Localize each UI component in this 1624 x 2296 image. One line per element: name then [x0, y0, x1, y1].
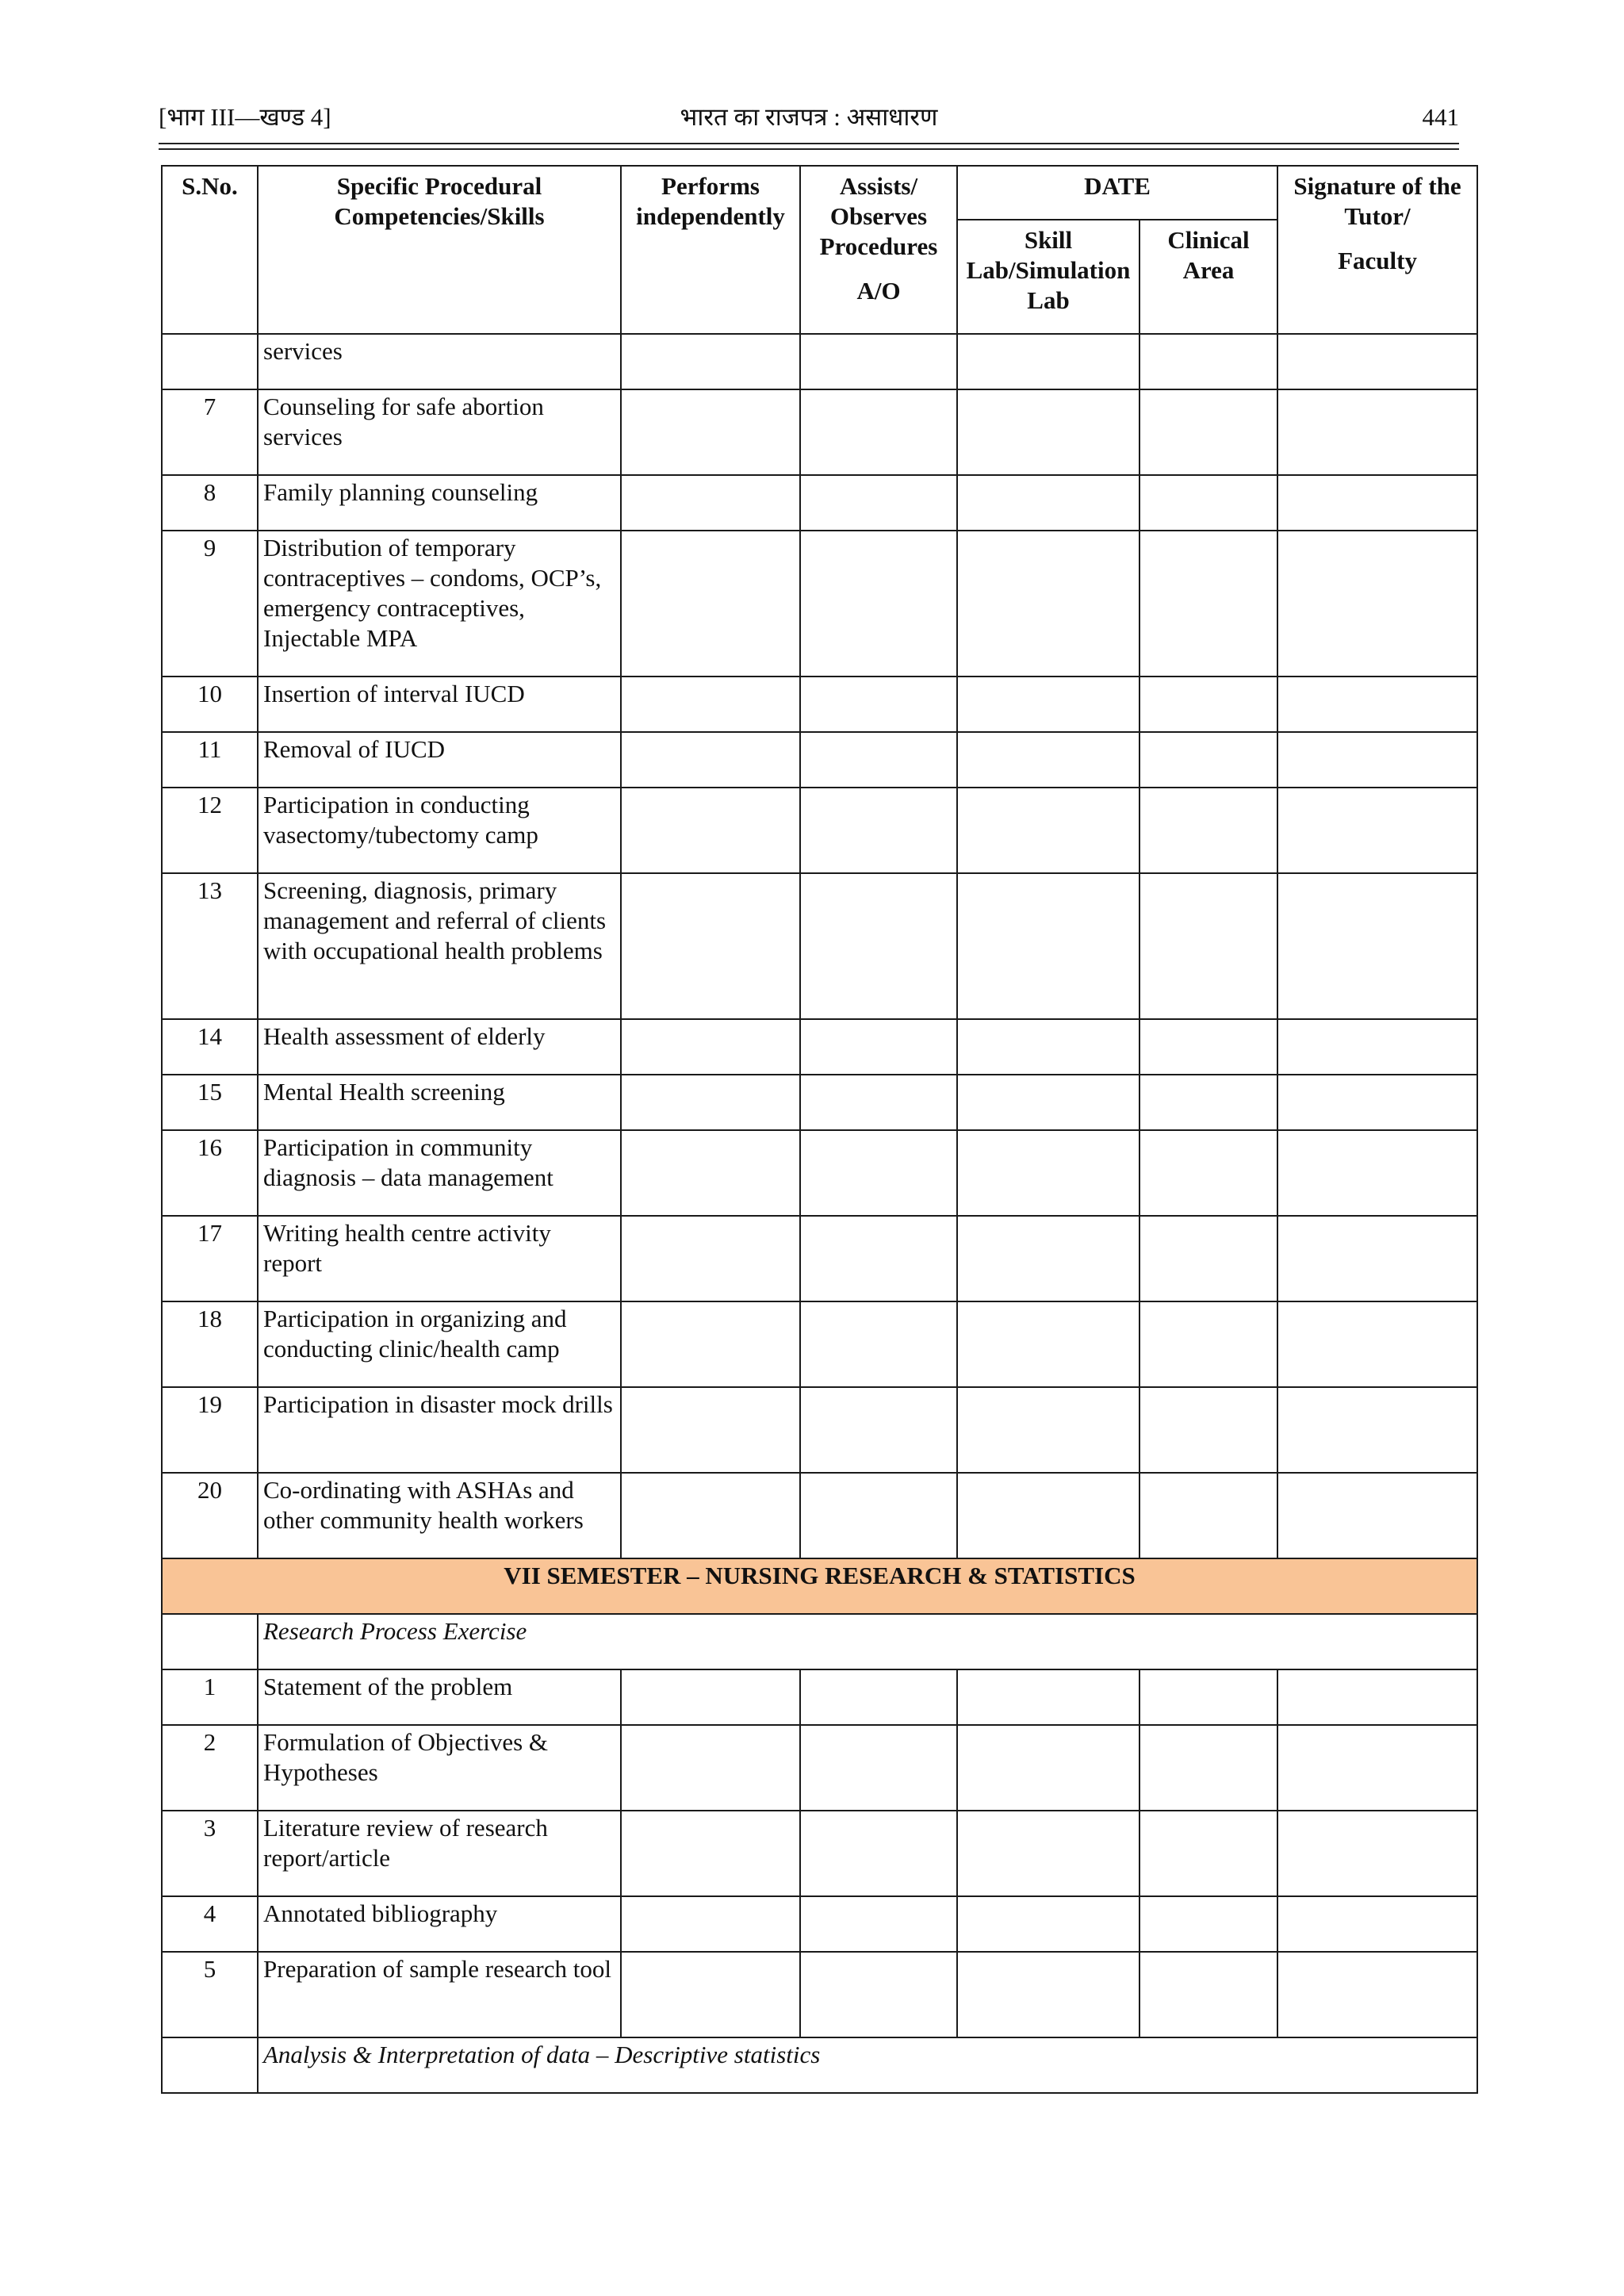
subsection-title: Research Process Exercise [258, 1614, 1477, 1669]
skill-lab-cell [957, 873, 1139, 1019]
table-row [162, 1896, 1477, 1952]
row-skill: Screening, diagnosis, primary management and referral of clients with occupational health problems [258, 873, 621, 1019]
signature-cell [1277, 873, 1477, 1019]
row-sno: 17 [162, 1216, 258, 1301]
clinical-area-cell [1139, 732, 1277, 788]
skill-lab-cell [957, 1130, 1139, 1216]
clinical-area-cell [1139, 1473, 1277, 1558]
row-sno: 13 [162, 873, 258, 1019]
skill-lab-cell [957, 475, 1139, 531]
header-signature: Signature of the Tutor/ Faculty [1277, 166, 1477, 334]
table-row [162, 1019, 1477, 1075]
skill-lab-cell [957, 732, 1139, 788]
performs-cell [621, 788, 800, 873]
table-row [162, 677, 1477, 732]
table-row [162, 1075, 1477, 1130]
signature-cell [1277, 531, 1477, 677]
performs-cell [621, 475, 800, 531]
skill-lab-cell [957, 1301, 1139, 1387]
assists-cell [800, 1301, 957, 1387]
clinical-area-cell [1139, 1387, 1277, 1473]
header-rule-top [159, 143, 1459, 144]
performs-cell [621, 1075, 800, 1130]
performs-cell [621, 677, 800, 732]
clinical-area-cell [1139, 531, 1277, 677]
signature-cell [1277, 677, 1477, 732]
part-section-label: [भाग III—खण्ड 4] [159, 103, 331, 131]
skill-lab-cell [957, 1811, 1139, 1896]
table-row [162, 1387, 1477, 1473]
performs-cell [621, 1669, 800, 1725]
signature-cell [1277, 1669, 1477, 1725]
skill-lab-cell [957, 334, 1139, 389]
subsection-row [162, 2037, 1477, 2093]
performs-cell [621, 1952, 800, 2037]
row-sno: 20 [162, 1473, 258, 1558]
signature-cell [1277, 1019, 1477, 1075]
assists-cell [800, 389, 957, 475]
performs-cell [621, 873, 800, 1019]
row-skill: Participation in organizing and conducting clinic/health camp [258, 1301, 621, 1387]
row-skill: Writing health centre activity report [258, 1216, 621, 1301]
signature-cell [1277, 1075, 1477, 1130]
row-sno: 3 [162, 1811, 258, 1896]
skill-lab-cell [957, 1725, 1139, 1811]
performs-cell [621, 1387, 800, 1473]
skill-lab-cell [957, 1216, 1139, 1301]
clinical-area-cell [1139, 1075, 1277, 1130]
table-row [162, 788, 1477, 873]
clinical-area-cell [1139, 389, 1277, 475]
skill-lab-cell [957, 1387, 1139, 1473]
row-sno: 14 [162, 1019, 258, 1075]
signature-cell [1277, 1952, 1477, 2037]
skill-lab-cell [957, 389, 1139, 475]
header-clinical-area: Clinical Area [1139, 220, 1277, 334]
subsection-row [162, 1614, 1477, 1669]
clinical-area-cell [1139, 788, 1277, 873]
performs-cell [621, 732, 800, 788]
table-row [162, 873, 1477, 1019]
row-sno: 16 [162, 1130, 258, 1216]
skill-lab-cell [957, 1019, 1139, 1075]
performs-cell [621, 531, 800, 677]
skill-lab-cell [957, 677, 1139, 732]
performs-cell [621, 1725, 800, 1811]
table-row [162, 732, 1477, 788]
header-skill-lab: Skill Lab/Simulation Lab [957, 220, 1139, 334]
header-date: DATE [957, 166, 1277, 220]
performs-cell [621, 389, 800, 475]
signature-cell [1277, 788, 1477, 873]
row-sno: 2 [162, 1725, 258, 1811]
row-sno: 12 [162, 788, 258, 873]
clinical-area-cell [1139, 1216, 1277, 1301]
subsection-title: Analysis & Interpretation of data – Descriptive statistics [258, 2037, 1477, 2093]
row-sno: 9 [162, 531, 258, 677]
performs-cell [621, 334, 800, 389]
page-number: 441 [1422, 103, 1459, 131]
signature-cell [1277, 1130, 1477, 1216]
row-sno: 5 [162, 1952, 258, 2037]
competency-table [161, 165, 1478, 2094]
semester-heading: VII SEMESTER – NURSING RESEARCH & STATISTICS [162, 1558, 1477, 1614]
row-sno: 11 [162, 732, 258, 788]
clinical-area-cell [1139, 1669, 1277, 1725]
assists-cell [800, 1952, 957, 2037]
assists-cell [800, 1896, 957, 1952]
signature-cell [1277, 1811, 1477, 1896]
skill-lab-cell [957, 1669, 1139, 1725]
assists-cell [800, 1216, 957, 1301]
header-sno: S.No. [162, 166, 258, 334]
assists-cell [800, 1669, 957, 1725]
assists-cell [800, 677, 957, 732]
assists-cell [800, 1811, 957, 1896]
running-head [159, 102, 1459, 141]
assists-cell [800, 475, 957, 531]
table-row [162, 389, 1477, 475]
assists-cell [800, 334, 957, 389]
row-skill: Preparation of sample research tool [258, 1952, 621, 2037]
clinical-area-cell [1139, 1130, 1277, 1216]
assists-cell [800, 732, 957, 788]
skill-lab-cell [957, 1952, 1139, 2037]
table-row [162, 1811, 1477, 1896]
row-skill: Formulation of Objectives & Hypotheses [258, 1725, 621, 1811]
row-skill: Participation in disaster mock drills [258, 1387, 621, 1473]
row-skill: Mental Health screening [258, 1075, 621, 1130]
assists-cell [800, 1075, 957, 1130]
clinical-area-cell [1139, 1952, 1277, 2037]
table-row [162, 531, 1477, 677]
skill-lab-cell [957, 788, 1139, 873]
assists-cell [800, 873, 957, 1019]
clinical-area-cell [1139, 1811, 1277, 1896]
row-skill: Insertion of interval IUCD [258, 677, 621, 732]
row-sno: 18 [162, 1301, 258, 1387]
assists-cell [800, 1473, 957, 1558]
row-skill: services [258, 334, 621, 389]
signature-cell [1277, 732, 1477, 788]
skill-lab-cell [957, 1896, 1139, 1952]
assists-cell [800, 1387, 957, 1473]
row-sno: 7 [162, 389, 258, 475]
assists-cell [800, 1725, 957, 1811]
header-skills: Specific Procedural Competencies/Skills [258, 166, 621, 334]
performs-cell [621, 1811, 800, 1896]
performs-cell [621, 1473, 800, 1558]
table-row [162, 1952, 1477, 2037]
row-sno: 8 [162, 475, 258, 531]
signature-cell [1277, 1387, 1477, 1473]
table-row [162, 334, 1477, 389]
header-rule-bottom [159, 148, 1459, 150]
table-row [162, 1473, 1477, 1558]
skill-lab-cell [957, 531, 1139, 677]
row-skill: Counseling for safe abortion services [258, 389, 621, 475]
table-row [162, 1130, 1477, 1216]
table-row [162, 1216, 1477, 1301]
row-skill: Statement of the problem [258, 1669, 621, 1725]
assists-cell [800, 531, 957, 677]
row-skill: Removal of IUCD [258, 732, 621, 788]
row-skill: Distribution of temporary contraceptives – condoms, OCP’s, emergency contraceptives, Injectable MPA [258, 531, 621, 677]
performs-cell [621, 1216, 800, 1301]
table-row [162, 475, 1477, 531]
assists-cell [800, 1019, 957, 1075]
skill-lab-cell [957, 1075, 1139, 1130]
skill-lab-cell [957, 1473, 1139, 1558]
signature-cell [1277, 1896, 1477, 1952]
table-row [162, 1301, 1477, 1387]
row-sno [162, 2037, 258, 2093]
performs-cell [621, 1896, 800, 1952]
row-sno: 10 [162, 677, 258, 732]
performs-cell [621, 1019, 800, 1075]
table-row [162, 1669, 1477, 1725]
performs-cell [621, 1130, 800, 1216]
row-skill: Participation in conducting vasectomy/tubectomy camp [258, 788, 621, 873]
semester-heading-row [162, 1558, 1477, 1614]
row-skill: Family planning counseling [258, 475, 621, 531]
gazette-title: भारत का राजपत्र : असाधारण [680, 103, 938, 131]
performs-cell [621, 1301, 800, 1387]
clinical-area-cell [1139, 1896, 1277, 1952]
header-assists: Assists/ Observes Procedures A/O [800, 166, 957, 334]
row-skill: Literature review of research report/article [258, 1811, 621, 1896]
row-sno: 19 [162, 1387, 258, 1473]
clinical-area-cell [1139, 677, 1277, 732]
table-row [162, 1725, 1477, 1811]
signature-cell [1277, 389, 1477, 475]
clinical-area-cell [1139, 475, 1277, 531]
row-sno [162, 334, 258, 389]
header-performs: Performs independently [621, 166, 800, 334]
signature-cell [1277, 1473, 1477, 1558]
row-skill: Annotated bibliography [258, 1896, 621, 1952]
row-sno [162, 1614, 258, 1669]
row-skill: Co-ordinating with ASHAs and other community health workers [258, 1473, 621, 1558]
clinical-area-cell [1139, 1301, 1277, 1387]
clinical-area-cell [1139, 873, 1277, 1019]
row-skill: Participation in community diagnosis – data management [258, 1130, 621, 1216]
signature-cell [1277, 475, 1477, 531]
signature-cell [1277, 334, 1477, 389]
row-sno: 15 [162, 1075, 258, 1130]
assists-cell [800, 1130, 957, 1216]
clinical-area-cell [1139, 1019, 1277, 1075]
assists-cell [800, 788, 957, 873]
row-sno: 1 [162, 1669, 258, 1725]
signature-cell [1277, 1725, 1477, 1811]
row-sno: 4 [162, 1896, 258, 1952]
clinical-area-cell [1139, 1725, 1277, 1811]
row-skill: Health assessment of elderly [258, 1019, 621, 1075]
clinical-area-cell [1139, 334, 1277, 389]
signature-cell [1277, 1216, 1477, 1301]
signature-cell [1277, 1301, 1477, 1387]
